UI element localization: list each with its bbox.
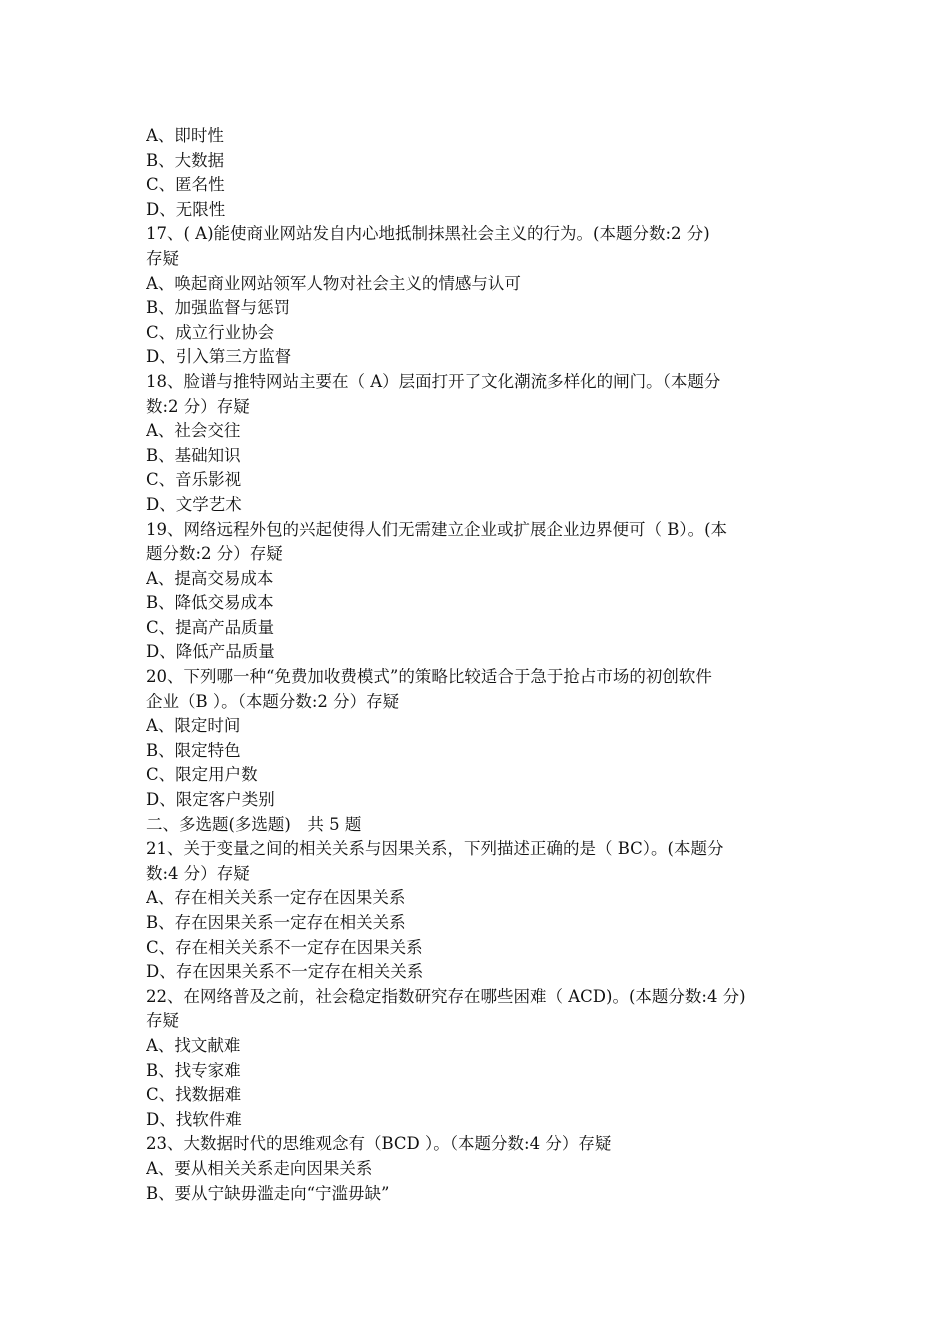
option-line: D、限定客户类别 (146, 790, 275, 810)
option-line: A、提高交易成本 (146, 568, 274, 588)
option-line: A、要从相关关系走向因果关系 (146, 1158, 373, 1178)
option-line: C、提高产品质量 (146, 617, 275, 637)
question-19-text-cont: 题分数:2 分）存疑 (146, 544, 283, 564)
option-line: A、即时性 (146, 126, 224, 145)
option-line: C、匿名性 (146, 175, 225, 195)
question-18-text: 18、脸谱与推特网站主要在（ A）层面打开了文化潮流多样化的闸门。（本题分 (146, 371, 721, 391)
question-20-text-cont: 企业（B ）。（本题分数:2 分）存疑 (146, 691, 400, 711)
option-line: B、找专家难 (146, 1060, 241, 1080)
question-18-text-cont: 数:2 分）存疑 (146, 396, 250, 416)
option-line: B、限定特色 (146, 740, 241, 760)
question-22-text: 22、在网络普及之前，社会稳定指数研究存在哪些困难（ ACD)。(本题分数:4 分) (146, 986, 746, 1006)
question-22-text-cont: 存疑 (146, 1011, 179, 1031)
option-line: B、大数据 (146, 150, 225, 170)
option-line: D、存在因果关系不一定存在相关关系 (146, 962, 424, 982)
question-23-text: 23、大数据时代的思维观念有（BCD ）。（本题分数:4 分）存疑 (146, 1134, 612, 1154)
question-21-text: 21、关于变量之间的相关关系与因果关系，下列描述正确的是（ BC）。(本题分 (146, 839, 724, 859)
option-line: C、找数据难 (146, 1085, 242, 1105)
option-line: C、存在相关关系不一定存在因果关系 (146, 937, 423, 957)
option-line: C、音乐影视 (146, 470, 242, 490)
option-line: C、限定用户数 (146, 765, 258, 785)
option-line: A、找文献难 (146, 1035, 241, 1055)
option-line: D、无限性 (146, 199, 226, 219)
option-line: A、限定时间 (146, 716, 241, 736)
option-line: D、引入第三方监督 (146, 347, 292, 367)
option-line: A、社会交往 (146, 421, 241, 441)
option-line: C、成立行业协会 (146, 322, 275, 342)
option-line: B、存在因果关系一定存在相关关系 (146, 913, 406, 932)
question-17-text-cont: 存疑 (146, 248, 179, 268)
option-line: B、基础知识 (146, 445, 241, 465)
question-19-text: 19、网络远程外包的兴起使得人们无需建立企业或扩展企业边界便可（ B）。(本 (146, 519, 728, 539)
question-17-text: 17、( A)能使商业网站发自内心地抵制抹黑社会主义的行为。(本题分数:2 分) (146, 224, 710, 244)
option-line: B、降低交易成本 (146, 593, 274, 613)
option-line: D、文学艺术 (146, 494, 242, 514)
option-line: A、存在相关关系一定存在因果关系 (146, 888, 406, 908)
option-line: A、唤起商业网站领军人物对社会主义的情感与认可 (146, 273, 521, 293)
option-line: B、加强监督与惩罚 (146, 298, 291, 318)
document-page (146, 124, 808, 1206)
question-20-text: 20、下列哪一种“免费加收费模式”的策略比较适合于急于抢占市场的初创软件 (146, 667, 712, 687)
section-heading: 二、多选题(多选题) 共 5 题 (146, 814, 362, 834)
option-line: B、要从宁缺毋滥走向“宁滥毋缺” (146, 1183, 390, 1203)
question-21-text-cont: 数:4 分）存疑 (146, 863, 250, 883)
option-line: D、找软件难 (146, 1109, 242, 1129)
option-line: D、降低产品质量 (146, 642, 275, 662)
